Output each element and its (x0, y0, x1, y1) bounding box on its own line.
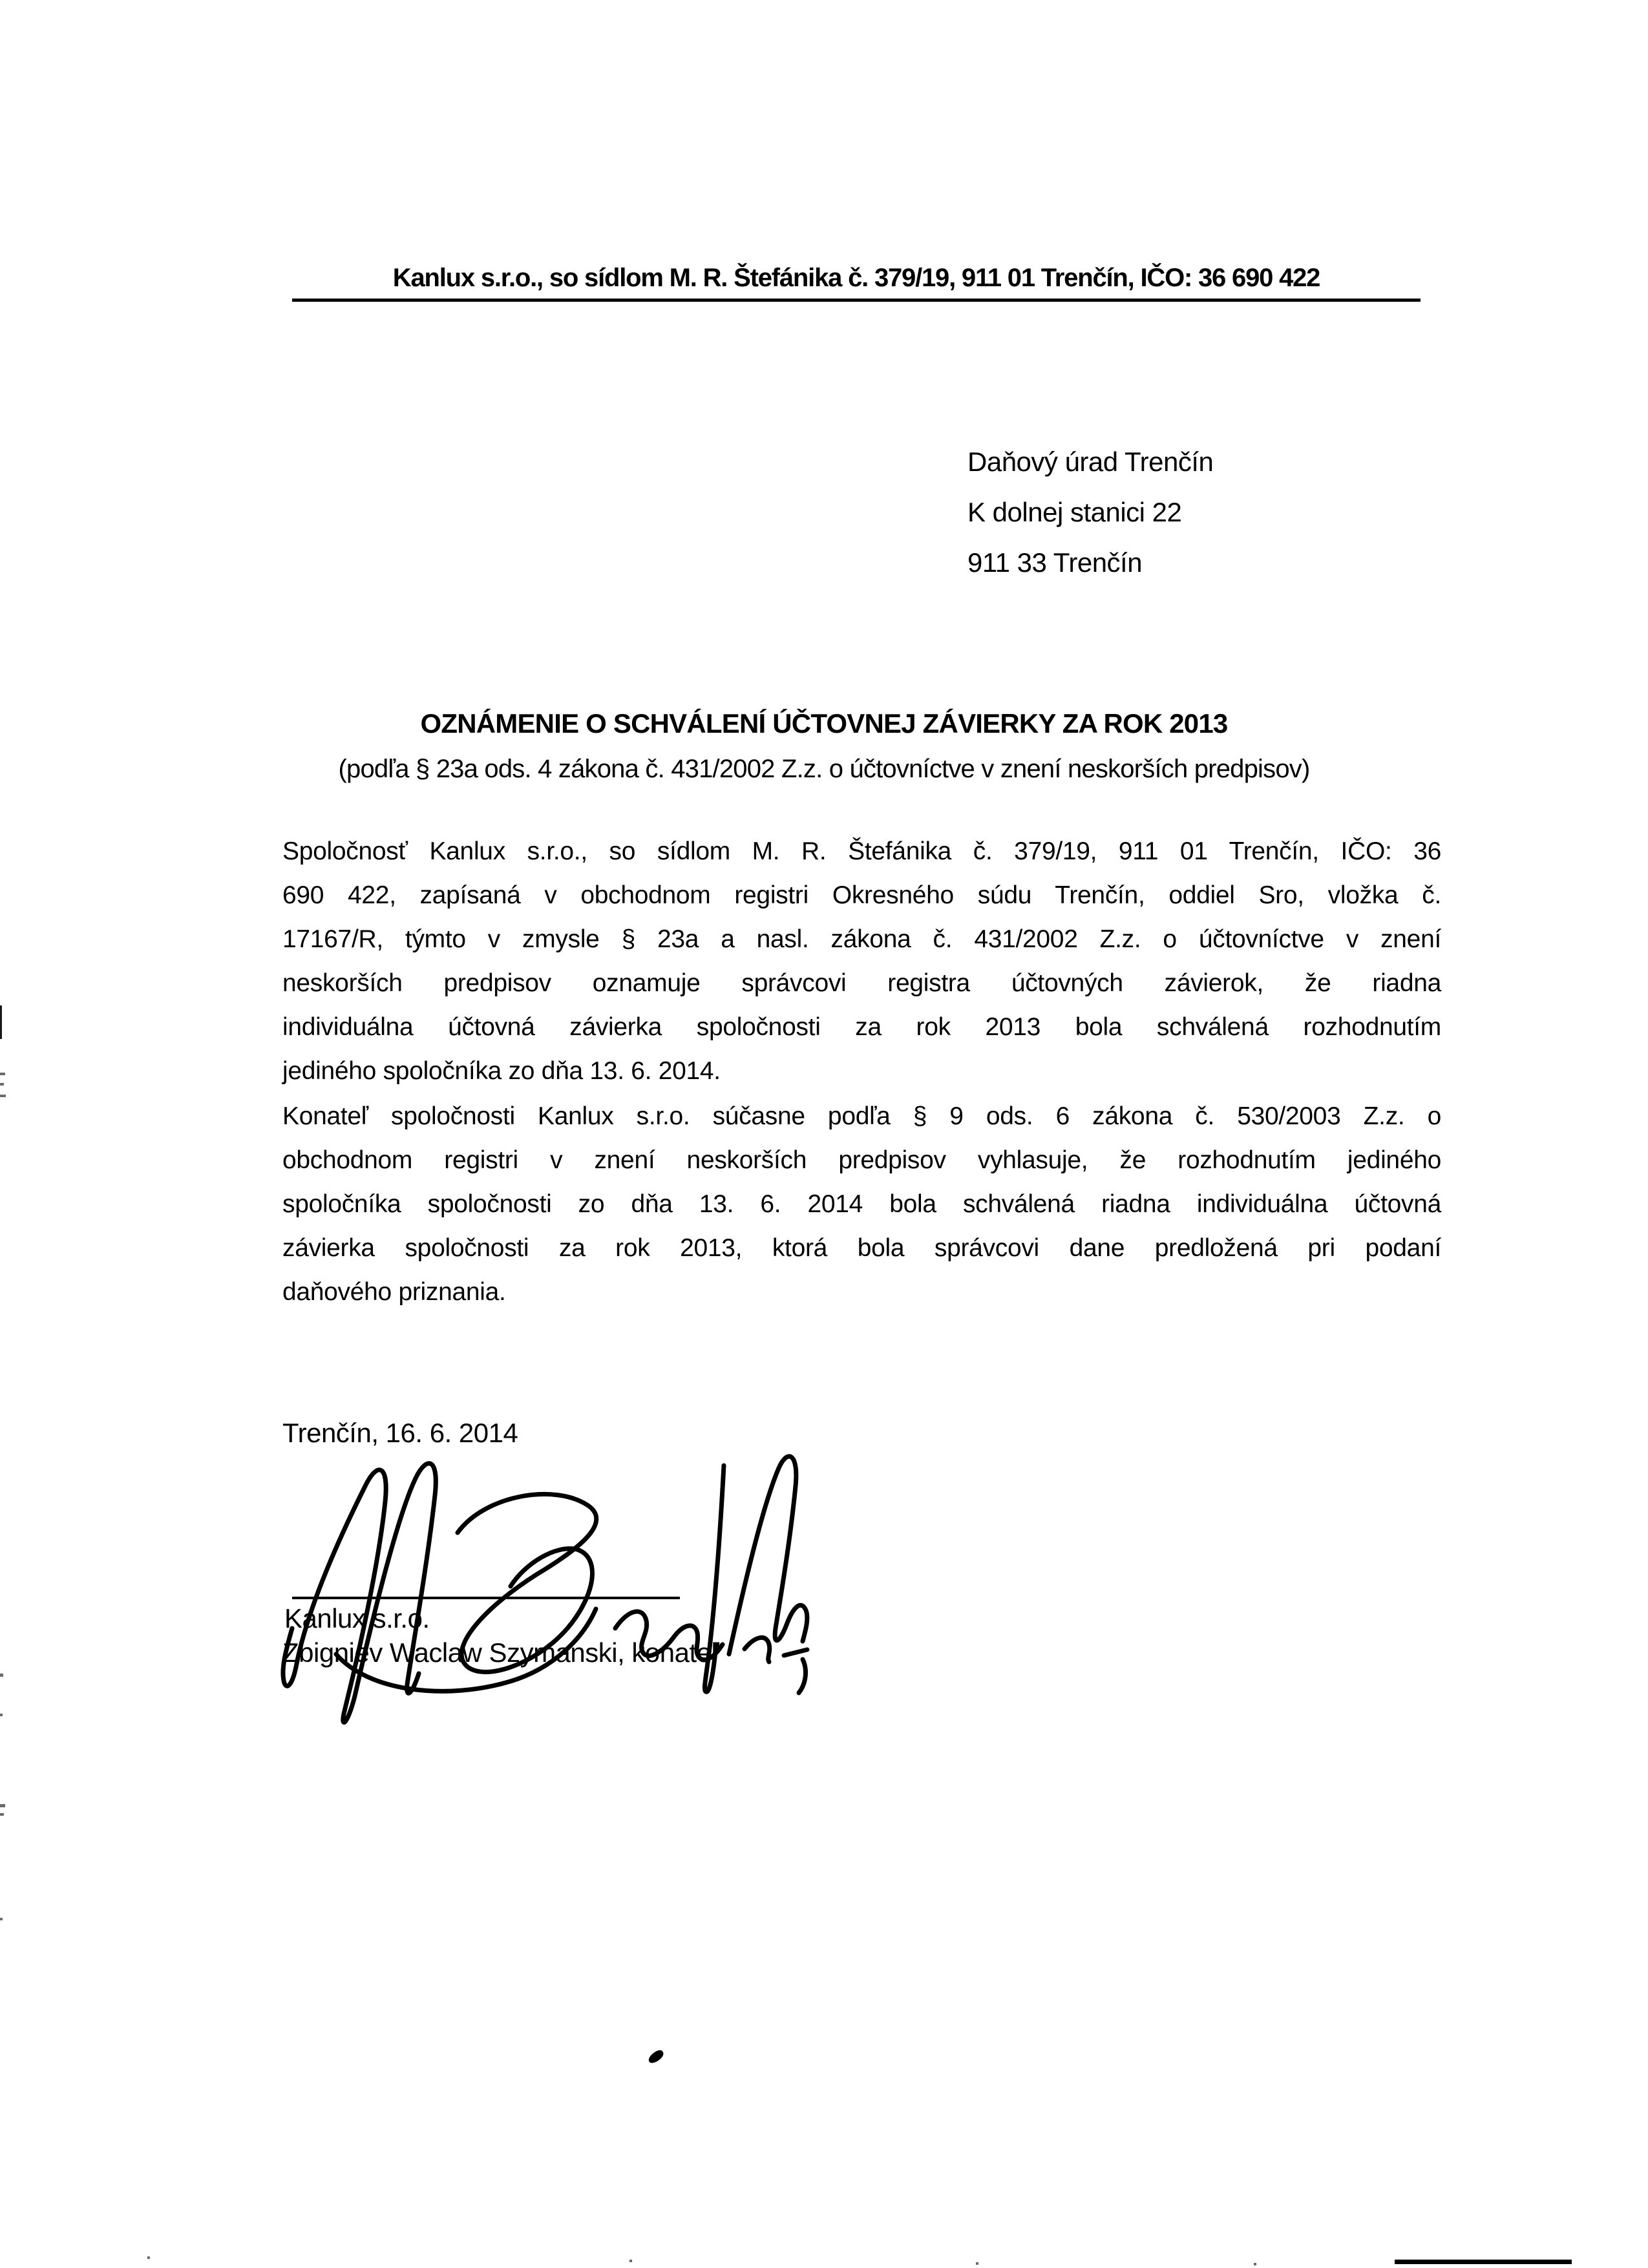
scan-artifact (147, 2256, 150, 2259)
paragraph-1-line: individuálna účtovná závierka spoločnosti za rok 2013 bola schválená rozhodnutím (282, 1013, 1441, 1041)
paragraph-1-line: neskorších predpisov oznamuje správcovi registra účtovných závierok, že riadna (282, 969, 1441, 997)
scan-artifact (0, 1073, 5, 1075)
scan-artifact (0, 1804, 5, 1807)
scan-artifact (0, 1813, 4, 1816)
paragraph-1-line: Spoločnosť Kanlux s.r.o., so sídlom M. R. Štefánika č. 379/19, 911 01 Trenčín, IČO: 36 (282, 837, 1441, 865)
paragraph-1-line: 17167/R, týmto v zmysle § 23a a nasl. zákona č. 431/2002 Z.z. o účtovníctve v znení (282, 925, 1441, 953)
paragraph-2-line: závierka spoločnosti za rok 2013, ktorá bola správcovi dane predložená pri podaní (282, 1234, 1441, 1262)
paragraph-2-line: obchodnom registri v znení neskorších predpisov vyhlasuje, že rozhodnutím jediného (282, 1146, 1441, 1174)
signature-company: Kanlux s.r.o. (284, 1603, 430, 1633)
paragraph-1-line: jediného spoločníka zo dňa 13. 6. 2014. (282, 1057, 721, 1085)
paragraph-2 (282, 1095, 1441, 1314)
paragraph-2-line: daňového priznania. (282, 1278, 506, 1306)
scan-artifact (976, 2262, 978, 2265)
scan-artifact-bar (1395, 2260, 1572, 2264)
paragraph-2-line: spoločníka spoločnosti zo dňa 13. 6. 2014 bola schválená riadna individuálna účtovná (282, 1190, 1441, 1218)
signature-signer: Zbigniev Waclaw Szymanski, konateľ (282, 1637, 719, 1668)
scan-artifact (0, 1918, 3, 1920)
ink-speck (646, 2048, 665, 2065)
recipient-address (967, 437, 1213, 588)
recipient-line-1: Daňový úrad Trenčín (967, 446, 1214, 477)
scan-artifact (0, 1714, 3, 1716)
letterhead (292, 258, 1421, 302)
paragraph-1 (282, 830, 1441, 1093)
scan-artifact (0, 1083, 4, 1086)
scan-artifact (629, 2260, 632, 2262)
scan-artifact (1254, 2263, 1256, 2265)
document-subtitle: (podľa § 23a ods. 4 zákona č. 431/2002 Z.z. o účtovníctve v znení neskorších predpisov) (338, 755, 1310, 783)
letterhead-text: Kanlux s.r.o., so sídlom M. R. Štefánika č. 379/19, 911 01 Trenčín, IČO: 36 690 422 (392, 264, 1320, 292)
recipient-line-2: K dolnej stanici 22 (967, 497, 1182, 527)
scan-artifact (0, 1005, 2, 1039)
recipient-line-3: 911 33 Trenčín (967, 547, 1143, 578)
signature-line (292, 1597, 680, 1599)
paragraph-2-line: Konateľ spoločnosti Kanlux s.r.o. súčasne podľa § 9 ods. 6 zákona č. 530/2003 Z.z. o (282, 1102, 1441, 1130)
document-title: OZNÁMENIE O SCHVÁLENÍ ÚČTOVNEJ ZÁVIERKY ZA ROK 2013 (420, 708, 1228, 739)
paragraph-1-line: 690 422, zapísaná v obchodnom registri Okresného súdu Trenčín, oddiel Sro, vložka č. (282, 881, 1441, 909)
dateline: Trenčín, 16. 6. 2014 (282, 1418, 518, 1448)
scan-artifact (0, 1674, 3, 1677)
scan-artifact (0, 1095, 6, 1097)
